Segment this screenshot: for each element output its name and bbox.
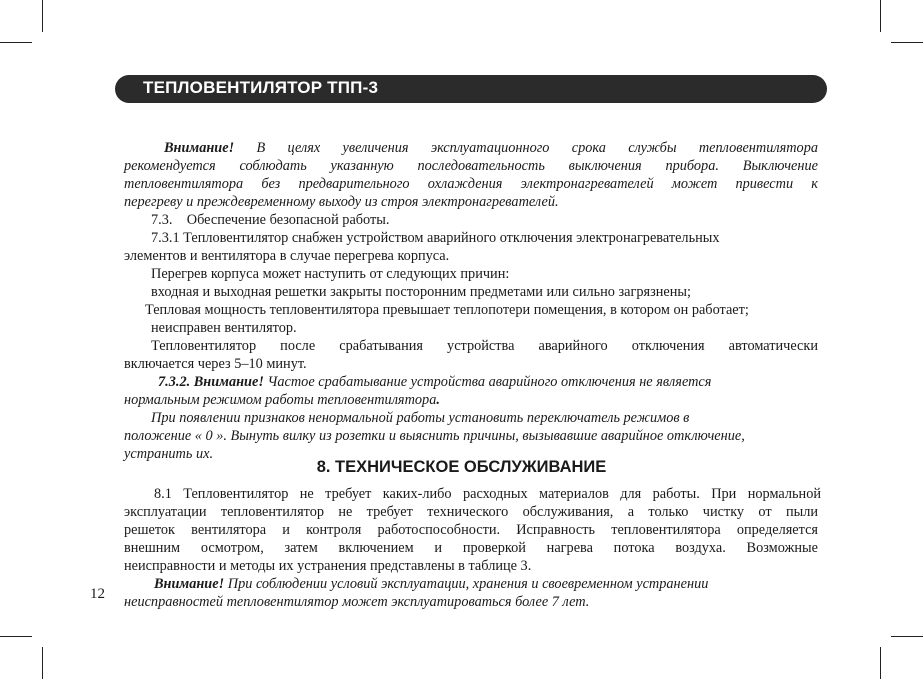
notice-line: рекомендуется соблюдать указанную последовательность выключения прибора. Выключение [124,158,818,174]
notice-line: неисправностей тепловентилятор может эксплуатироваться более 7 лет. [124,594,590,610]
section-7-3-heading: 7.3. Обеспечение безопасной работы. [151,212,390,228]
list-item: входная и выходная решетки закрыты посторонним предметами или сильно загрязнены; [151,284,691,300]
notice-line: Внимание! В целях увеличения эксплуатационного срока службы тепловентилятора [164,140,819,156]
paragraph-line: неисправности и методы их устранения представлены в таблице 3. [124,558,532,574]
warning-label: 7.3.2. Внимание! [158,374,264,390]
notice-line: нормальным режимом работы тепловентилятора. [124,392,440,408]
paragraph-line: элементов и вентилятора в случае перегрева корпуса. [124,248,450,264]
notice-line: Внимание! При соблюдении условий эксплуатации, хранения и своевременном устранении [154,576,709,592]
crop-mark [880,0,881,32]
paragraph-line: включается через 5–10 минут. [124,356,307,372]
notice-line: положение « 0 ». Вынуть вилку из розетки и выяснить причины, вызывавшие аварийное отключение, [124,428,745,444]
crop-mark [880,647,881,679]
notice-line: перегреву и преждевременному выходу из строя электронагревателей. [124,194,559,210]
warning-label: Внимание! [154,576,225,592]
paragraph-line: внешним осмотром, затем включением и проверкой нагрева потока воздуха. Возможные [124,540,818,556]
paragraph-line: 8.1 Тепловентилятор не требует каких-либо расходных материалов для работы. При нормальной [154,486,821,502]
crop-mark [891,636,923,637]
notice-line: При появлении признаков ненормальной работы установить переключатель режимов в [151,410,690,426]
paragraph-line: Тепловентилятор после срабатывания устройства аварийного отключения автоматически [151,338,818,354]
notice-line: устранить их. [124,446,214,462]
paragraph-line: Перегрев корпуса может наступить от следующих причин: [151,266,510,282]
crop-mark [0,636,32,637]
section-8-heading: 8. ТЕХНИЧЕСКОЕ ОБСЛУЖИВАНИЕ [316,458,607,476]
header-banner [115,75,827,103]
warning-label: Внимание! [164,140,235,156]
list-item: неисправен вентилятор. [151,320,297,336]
crop-mark [0,42,32,43]
page-number: 12 [90,586,105,602]
paragraph-line: 7.3.1 Тепловентилятор снабжен устройством аварийного отключения электронагревательных [151,230,720,246]
crop-mark [891,42,923,43]
list-item: Тепловая мощность тепловентилятора превышает теплопотери помещения, в котором он работает; [145,302,749,318]
paragraph-line: решеток вентилятора и контроля работоспособности. Исправность тепловентилятора определяется [124,522,818,538]
crop-mark [42,647,43,679]
paragraph-line: эксплуатации тепловентилятор не требует технического обслуживания, а только чистку от пыли [124,504,818,520]
page-title: ТЕПЛОВЕНТИЛЯТОР ТПП-3 [143,78,379,97]
crop-mark [42,0,43,32]
notice-line: 7.3.2. Внимание! Частое срабатывание устройства аварийного отключения не является [158,374,712,390]
notice-line: тепловентилятора без предварительного охлаждения электронагревателей может привести к [124,176,818,192]
